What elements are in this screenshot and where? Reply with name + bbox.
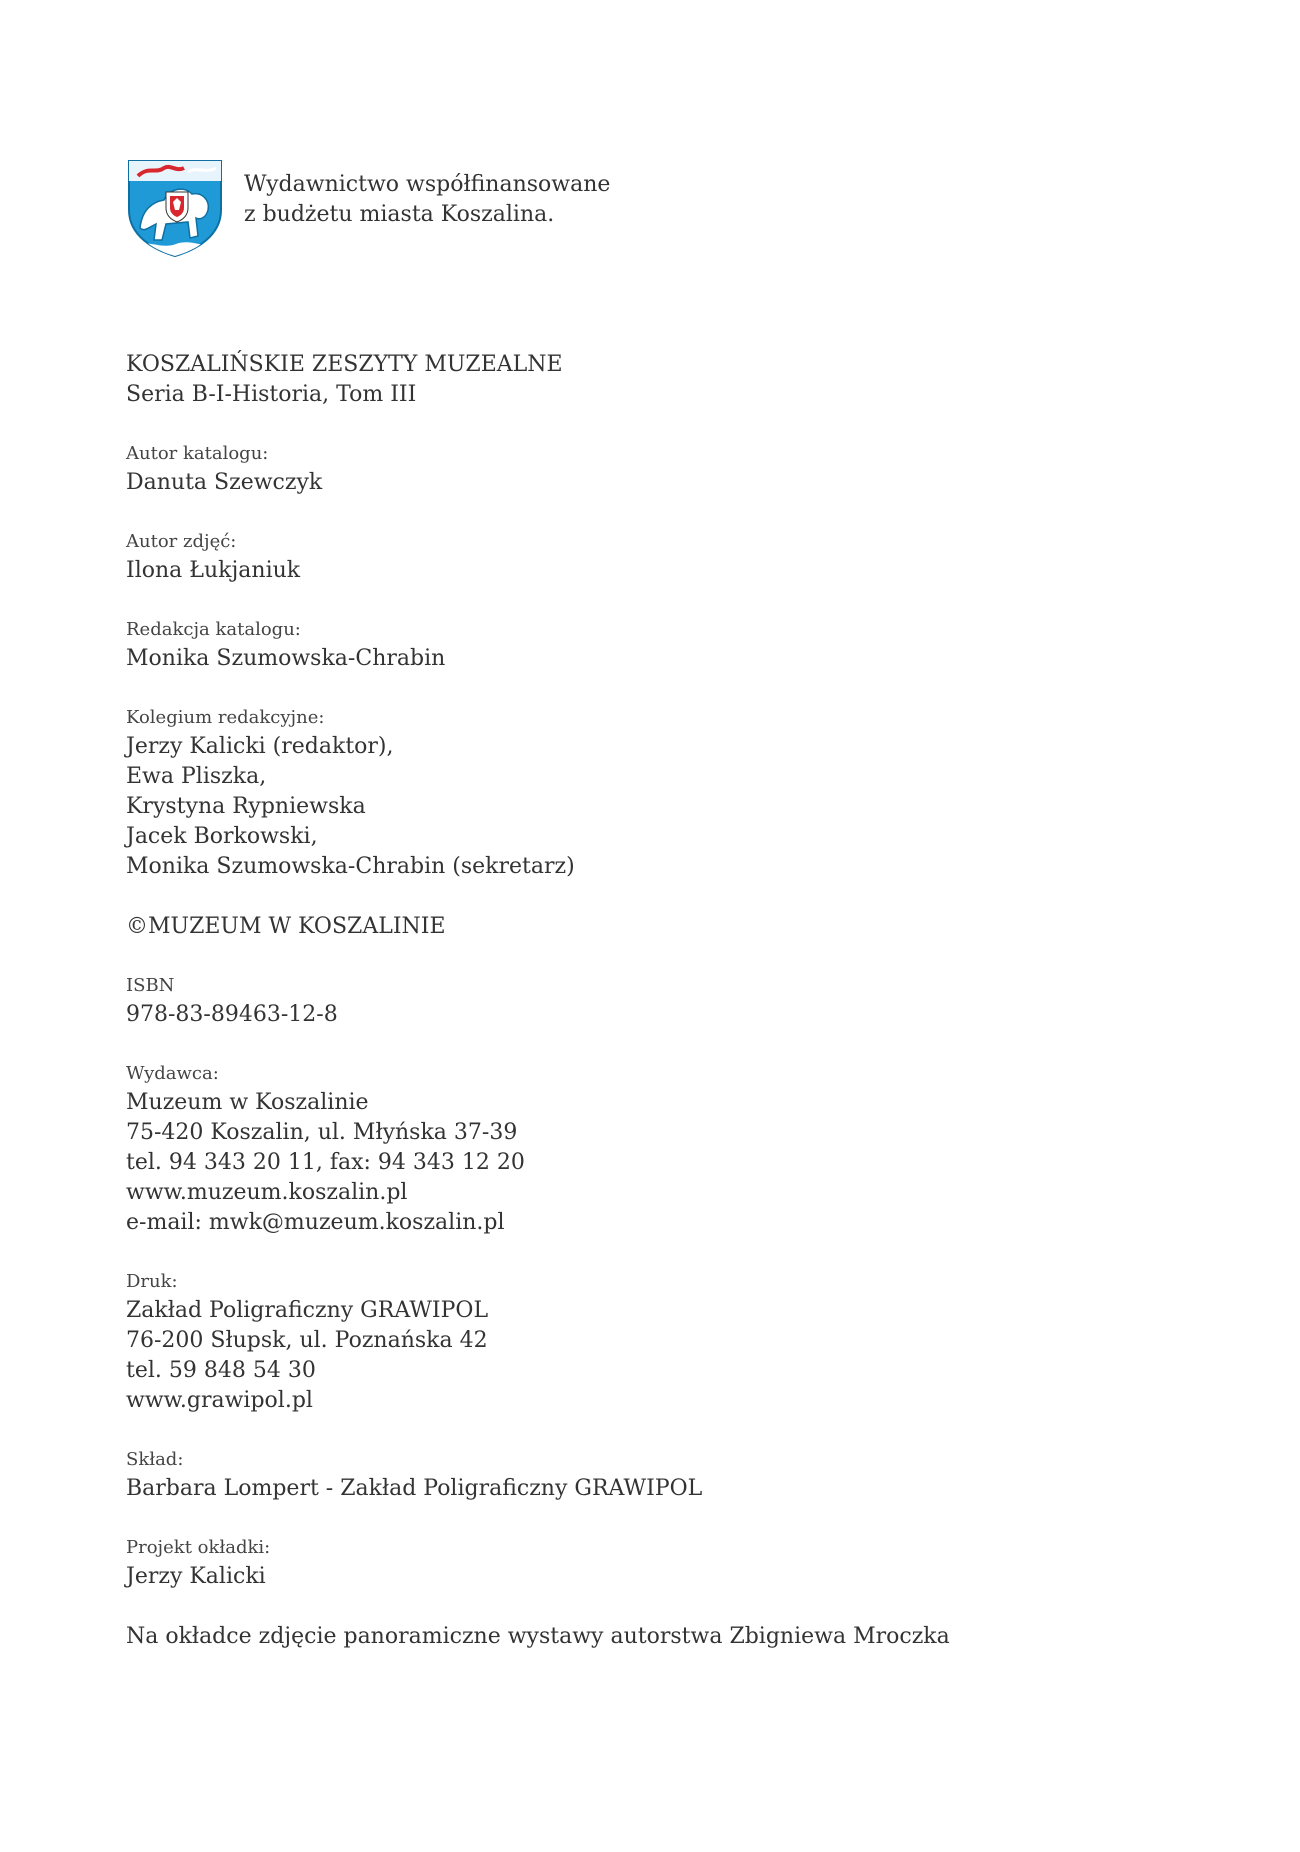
board-member: Monika Szumowska-Chrabin (sekretarz)	[126, 854, 575, 879]
publisher-line: 75-420 Koszalin, ul. Młyńska 37-39	[126, 1120, 518, 1145]
cover-design-block	[126, 1534, 1226, 1592]
photo-author-value: Ilona Łukjaniuk	[126, 558, 301, 583]
board-member: Krystyna Rypniewska	[126, 794, 366, 819]
editorial-board-block	[126, 704, 1226, 882]
colophon	[126, 350, 1226, 1682]
publisher-line: www.muzeum.koszalin.pl	[126, 1180, 408, 1205]
isbn-value: 978-83-89463-12-8	[126, 1002, 338, 1027]
cofinancing-line: z budżetu miasta Koszalina.	[244, 202, 555, 227]
editorial-board-label: Kolegium redakcyjne:	[126, 707, 325, 728]
publisher-line: Muzeum w Koszalinie	[126, 1090, 369, 1115]
cover-design-label: Projekt okładki:	[126, 1537, 271, 1558]
editing-block	[126, 616, 1226, 674]
isbn-label: ISBN	[126, 975, 175, 996]
catalog-author-label: Autor katalogu:	[126, 443, 269, 464]
catalog-author-value: Danuta Szewczyk	[126, 470, 323, 495]
typesetting-block	[126, 1446, 1226, 1504]
copyright-block	[126, 912, 1226, 942]
series-subtitle: Seria B-I-Historia, Tom III	[126, 382, 417, 407]
series-block	[126, 350, 1226, 410]
editing-label: Redakcja katalogu:	[126, 619, 301, 640]
printing-line: www.grawipol.pl	[126, 1388, 313, 1413]
koszalin-coat-of-arms-icon	[126, 158, 224, 258]
printing-label: Druk:	[126, 1271, 178, 1292]
publisher-block	[126, 1060, 1226, 1238]
cover-note: Na okładce zdjęcie panoramiczne wystawy autorstwa Zbigniewa Mroczka	[126, 1624, 950, 1649]
board-member: Jerzy Kalicki (redaktor),	[126, 734, 394, 759]
series-title: KOSZALIŃSKIE ZESZYTY MUZEALNE	[126, 352, 563, 377]
photo-author-block	[126, 528, 1226, 586]
board-member: Ewa Pliszka,	[126, 764, 267, 789]
board-member: Jacek Borkowski,	[126, 824, 318, 849]
catalog-author-block	[126, 440, 1226, 498]
printing-block	[126, 1268, 1226, 1416]
publisher-line: e-mail: mwk@muzeum.koszalin.pl	[126, 1210, 505, 1235]
typesetting-label: Skład:	[126, 1449, 184, 1470]
publisher-label: Wydawca:	[126, 1063, 219, 1084]
copyright-notice: ©MUZEUM W KOSZALINIE	[126, 914, 446, 939]
printing-line: Zakład Poligraficzny GRAWIPOL	[126, 1298, 489, 1323]
cover-design-value: Jerzy Kalicki	[126, 1564, 266, 1589]
cofinancing-note	[244, 170, 610, 230]
publisher-line: tel. 94 343 20 11, fax: 94 343 12 20	[126, 1150, 525, 1175]
typesetting-value: Barbara Lompert - Zakład Poligraficzny GRAWIPOL	[126, 1476, 703, 1501]
photo-author-label: Autor zdjęć:	[126, 531, 237, 552]
isbn-block	[126, 972, 1226, 1030]
printing-line: tel. 59 848 54 30	[126, 1358, 316, 1383]
cofinancing-line: Wydawnictwo współfinansowane	[244, 172, 611, 197]
printing-line: 76-200 Słupsk, ul. Poznańska 42	[126, 1328, 488, 1353]
cover-note-block	[126, 1622, 1226, 1652]
editing-value: Monika Szumowska-Chrabin	[126, 646, 446, 671]
